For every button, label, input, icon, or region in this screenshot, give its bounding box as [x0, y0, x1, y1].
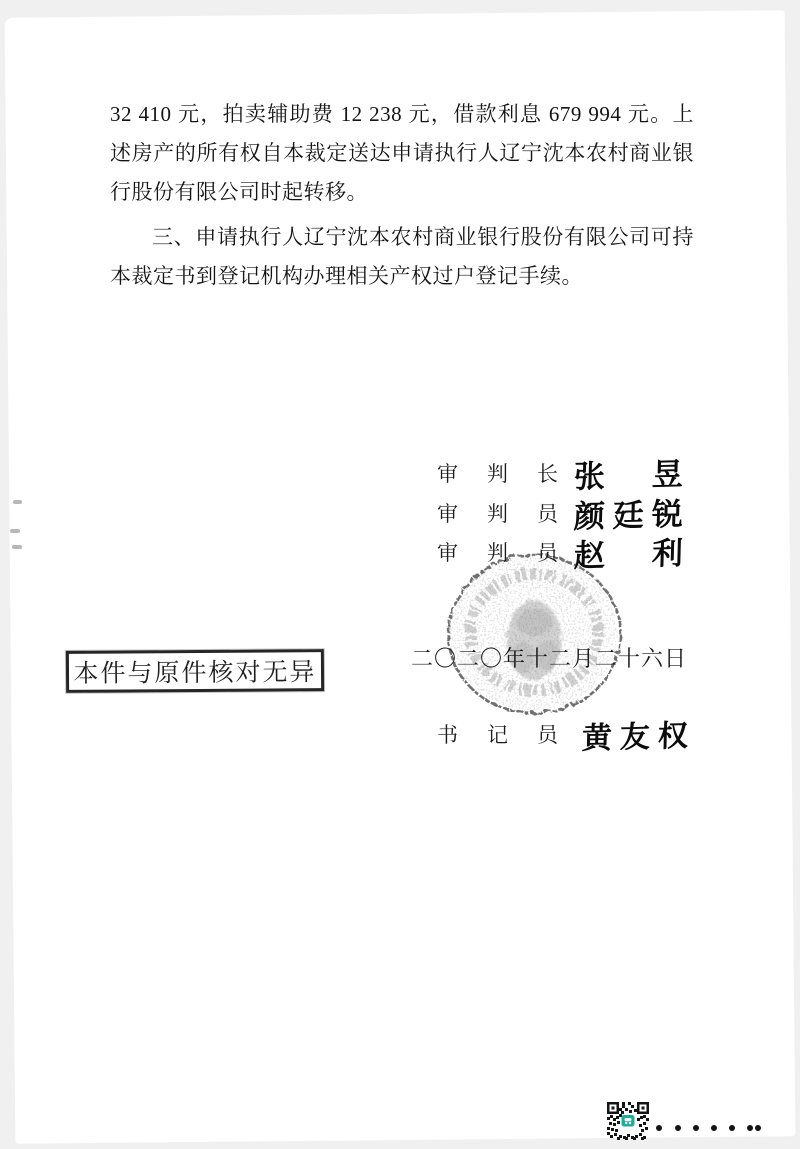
qr-code-icon	[607, 1102, 649, 1140]
court-seal-icon	[441, 551, 625, 719]
paragraph-item-three: 三、申请执行人辽宁沈本农村商业银行股份有限公司可持本裁定书到登记机构办理相关产权过户登记手续。	[110, 225, 694, 288]
verification-stamp-text: 本件与原件核对无异	[73, 659, 317, 688]
presiding-judge-signature: 张 昱	[573, 456, 692, 495]
ruling-body-text	[110, 95, 694, 296]
dot	[693, 1125, 699, 1131]
judge-role: 审 判 员	[437, 502, 562, 526]
dot	[755, 1125, 761, 1131]
dots-row	[651, 1124, 766, 1132]
binding-mark	[10, 529, 20, 533]
judge-role: 审 判 员	[437, 541, 562, 565]
presiding-judge-role: 审 判 长	[437, 462, 562, 486]
ruling-date: 二〇二〇年十二月二十六日	[411, 646, 688, 671]
dot	[729, 1125, 735, 1131]
paragraph-continuation: 32 410 元，拍卖辅助费 12 238 元，借款利息 679 994 元。上述房产的所有权自本裁定送达申请执行人辽宁沈本农村商业银行股份有限公司时起转移。	[110, 102, 694, 204]
dot	[675, 1125, 681, 1131]
binding-mark	[13, 500, 22, 504]
clerk-role: 书 记 员	[437, 723, 562, 747]
judge-signature: 赵 利	[573, 535, 692, 574]
qr-code	[607, 1102, 649, 1140]
dot	[711, 1125, 717, 1131]
judge-row	[437, 529, 691, 574]
judge-signature: 颜廷锐	[573, 496, 692, 535]
clerk-row	[437, 712, 696, 756]
dot	[747, 1125, 753, 1131]
presiding-judge-row	[437, 450, 691, 495]
clerk-signature: 黄友权	[581, 719, 697, 756]
dot	[656, 1125, 662, 1131]
binding-mark	[12, 545, 22, 549]
court-seal	[441, 551, 625, 719]
verification-stamp	[66, 649, 324, 693]
